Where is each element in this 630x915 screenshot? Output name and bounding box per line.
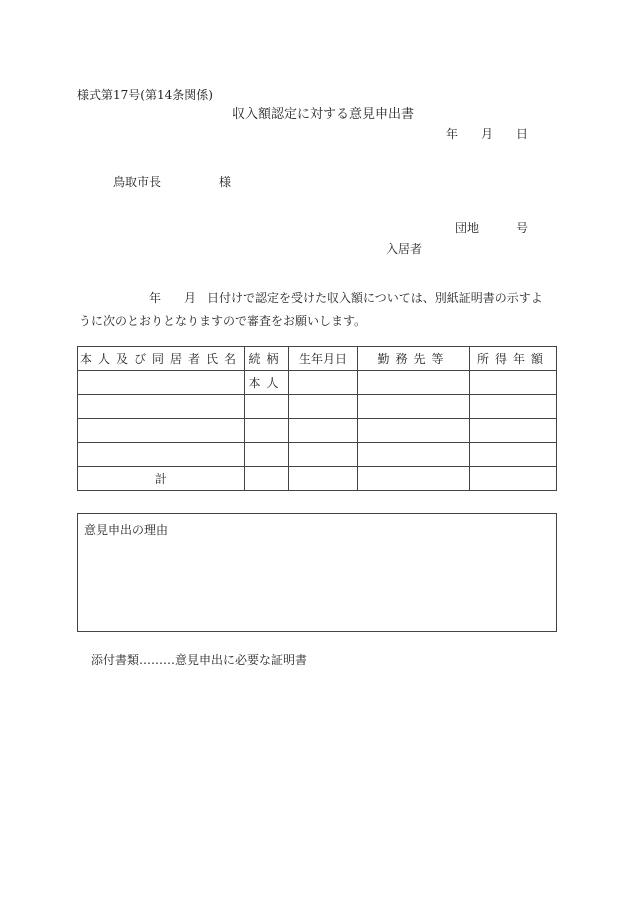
attachment-note: 添付書類………意見申出に必要な証明書 [91, 653, 308, 667]
reason-label: 意見申出の理由 [84, 523, 169, 537]
applicant-resident: 入居者 [386, 242, 423, 256]
table-row [78, 371, 557, 395]
date-year: 年 [446, 127, 459, 141]
body-month: 月 [184, 291, 197, 305]
reason-box[interactable] [77, 513, 557, 632]
workplace-cell[interactable] [358, 443, 470, 467]
header-income: 所得年額 [470, 347, 557, 371]
table-row [78, 395, 557, 419]
body-line-1: 日付けで認定を受けた収入額については、別紙証明書の示すよ [207, 291, 543, 305]
household-table [77, 346, 557, 491]
date-month: 月 [481, 127, 494, 141]
total-workplace-cell [358, 467, 470, 491]
applicant-danchi: 団地 [455, 221, 480, 235]
workplace-cell[interactable] [358, 395, 470, 419]
birthdate-cell[interactable] [289, 419, 358, 443]
total-label: 計 [78, 467, 245, 491]
table-row [78, 419, 557, 443]
form-number: 様式第17号(第14条関係) [77, 88, 213, 102]
relation-self: 本人 [245, 371, 289, 395]
income-cell[interactable] [470, 419, 557, 443]
addressee-name: 鳥取市長 [113, 175, 162, 189]
table-total-row [78, 467, 557, 491]
relation-cell[interactable] [245, 419, 289, 443]
header-workplace: 勤務先等 [358, 347, 470, 371]
header-name: 本人及び同居者氏名 [78, 347, 245, 371]
table-row [78, 443, 557, 467]
name-cell[interactable] [78, 371, 245, 395]
total-birthdate-cell [289, 467, 358, 491]
applicant-go: 号 [516, 221, 529, 235]
name-cell[interactable] [78, 395, 245, 419]
workplace-cell[interactable] [358, 419, 470, 443]
date-day: 日 [516, 127, 529, 141]
header-relation: 続柄 [245, 347, 289, 371]
income-cell[interactable] [470, 443, 557, 467]
body-year: 年 [149, 291, 162, 305]
birthdate-cell[interactable] [289, 371, 358, 395]
total-income-cell[interactable] [470, 467, 557, 491]
name-cell[interactable] [78, 443, 245, 467]
birthdate-cell[interactable] [289, 443, 358, 467]
workplace-cell[interactable] [358, 371, 470, 395]
name-cell[interactable] [78, 419, 245, 443]
relation-cell[interactable] [245, 443, 289, 467]
birthdate-cell[interactable] [289, 395, 358, 419]
total-relation-cell [245, 467, 289, 491]
income-cell[interactable] [470, 395, 557, 419]
table-header-row [78, 347, 557, 371]
document-title: 収入額認定に対する意見申出書 [232, 107, 415, 122]
income-cell[interactable] [470, 371, 557, 395]
header-birthdate: 生年月日 [289, 347, 358, 371]
body-line-2: うに次のとおりとなりますので審査をお願いします。 [79, 314, 367, 328]
relation-cell[interactable] [245, 395, 289, 419]
addressee-honorific: 様 [219, 175, 232, 189]
